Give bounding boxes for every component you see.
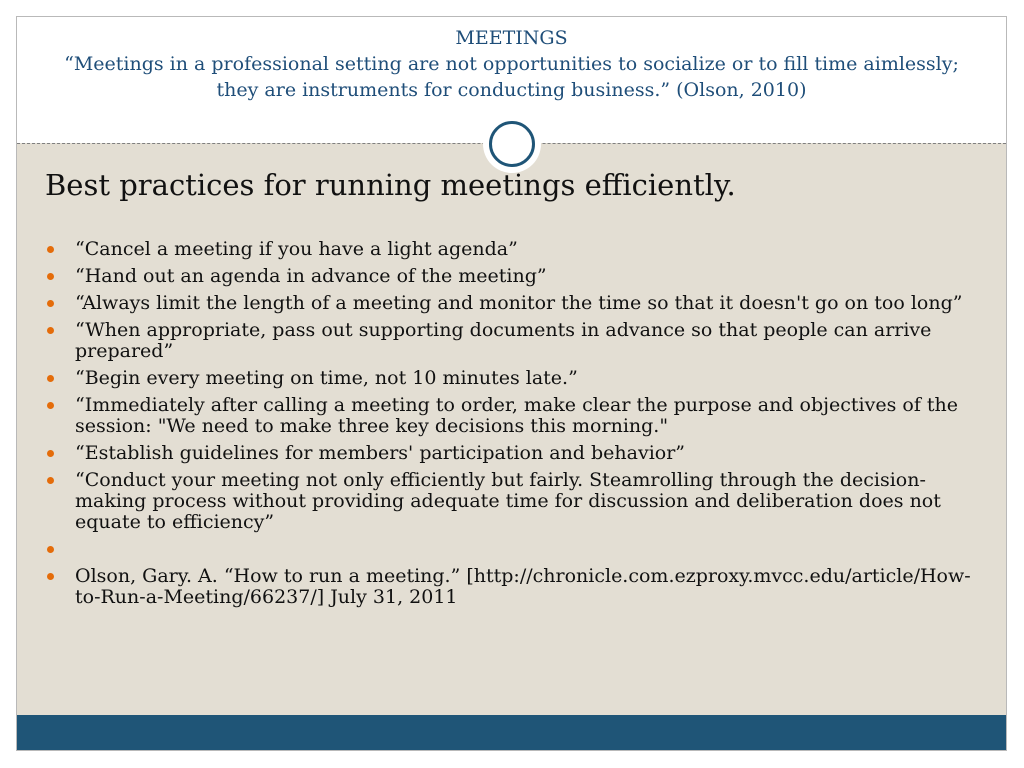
- list-item-text: “Establish guidelines for members' participation and behavior”: [75, 442, 686, 464]
- list-item-text: “Conduct your meeting not only efficiently but fairly. Steamrolling through the decision-making process without providing adequate time for discussion and deliberation does not equate to efficiency”: [75, 469, 941, 533]
- bullet-dot-icon: [47, 273, 54, 280]
- list-item-empty: [45, 539, 985, 560]
- bullet-dot-icon: [47, 327, 54, 334]
- slide: [16, 16, 1007, 751]
- header-quote-line-1: “Meetings in a professional setting are not opportunities to socialize or to fill time aimlessly;: [64, 53, 959, 75]
- list-item: [45, 566, 985, 608]
- list-item-text: “When appropriate, pass out supporting documents in advance so that people can arrive prepared”: [75, 319, 932, 362]
- bullet-dot-icon: [47, 246, 54, 253]
- list-item-text: “Always limit the length of a meeting and monitor the time so that it doesn't go on too long”: [75, 292, 963, 314]
- list-item-text: “Immediately after calling a meeting to order, make clear the purpose and objectives of the session: "We need to make three key decisions this morning.": [75, 394, 959, 437]
- list-item-text: “Begin every meeting on time, not 10 minutes late.”: [75, 367, 578, 389]
- circle-ornament-icon: [483, 115, 541, 173]
- list-item: [45, 368, 985, 389]
- footer-bar: [17, 715, 1006, 750]
- bullet-dot-icon: [47, 546, 54, 553]
- header-quote-line-2: they are instruments for conducting business.” (Olson, 2010): [216, 79, 807, 101]
- list-item: [45, 470, 985, 533]
- bullet-dot-icon: [47, 375, 54, 382]
- bullet-dot-icon: [47, 450, 54, 457]
- list-item: [45, 443, 985, 464]
- slide-content: [45, 167, 985, 614]
- list-item: [45, 395, 985, 437]
- slide-title: MEETINGS: [455, 27, 568, 49]
- list-item: [45, 320, 985, 362]
- list-item: [45, 239, 985, 260]
- bullet-dot-icon: [47, 477, 54, 484]
- list-item: [45, 266, 985, 287]
- list-item-text: Olson, Gary. A. “How to run a meeting.” [http://chronicle.com.ezproxy.mvcc.edu/article/How-to-Run-a-Meeting/66237/] July 31, 2011: [75, 565, 971, 608]
- list-item-text: “Cancel a meeting if you have a light agenda”: [75, 238, 518, 260]
- list-item-text: “Hand out an agenda in advance of the meeting”: [75, 265, 547, 287]
- bullet-dot-icon: [47, 300, 54, 307]
- bullet-dot-icon: [47, 573, 54, 580]
- circle-ornament-ring: [489, 121, 535, 167]
- bullet-dot-icon: [47, 402, 54, 409]
- content-heading: Best practices for running meetings efficiently.: [45, 168, 736, 202]
- list-item: [45, 293, 985, 314]
- bullet-list: [45, 239, 985, 608]
